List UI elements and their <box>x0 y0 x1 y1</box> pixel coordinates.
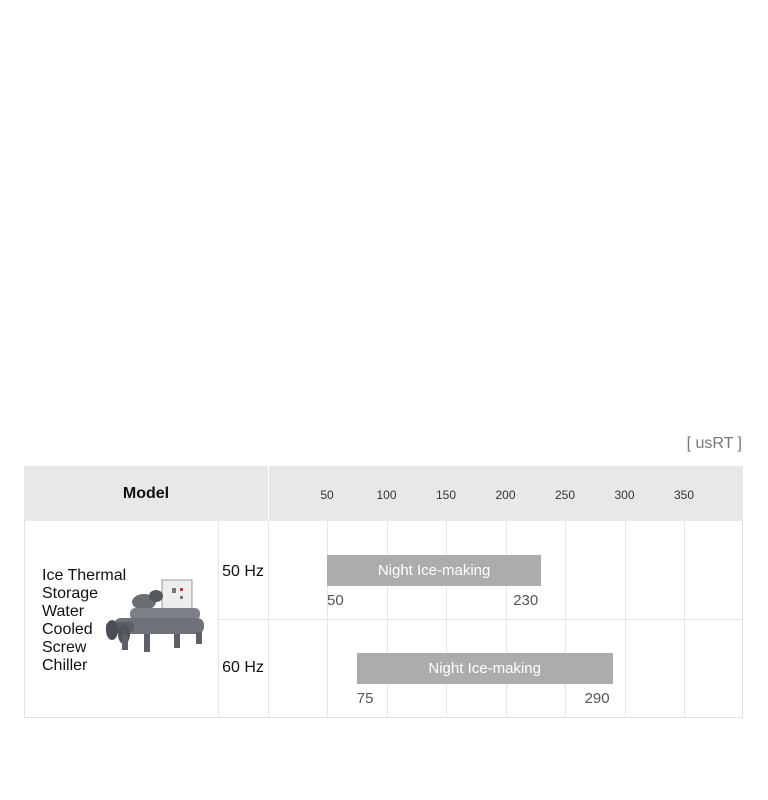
range-max-label: 230 <box>513 592 539 609</box>
capacity-chart <box>24 466 743 718</box>
model-name-line: Ice Thermal <box>42 567 127 584</box>
x-tick-label: 250 <box>554 488 576 502</box>
x-tick-label: 200 <box>495 488 516 502</box>
model-header: Model <box>122 484 170 502</box>
model-name-line: Water <box>42 603 85 620</box>
x-tick-label: 150 <box>435 488 457 502</box>
x-tick-label: 50 <box>320 488 334 502</box>
row-divider <box>218 619 743 620</box>
model-name-line: Cooled <box>42 621 93 638</box>
model-name-line: Storage <box>42 585 99 602</box>
range-min-label: 75 <box>356 690 374 707</box>
row-label-60hz: 60 Hz <box>222 659 264 676</box>
unit-label: [ usRT ] <box>686 435 742 452</box>
model-name-line: Screw <box>42 639 87 656</box>
range-bar: Night Ice-making <box>327 555 541 586</box>
model-name-line: Chiller <box>42 657 88 674</box>
x-tick-label: 100 <box>376 488 397 502</box>
range-min-label: 50 <box>327 592 344 609</box>
range-max-label: 290 <box>584 690 610 707</box>
x-tick-label: 300 <box>614 488 635 502</box>
x-tick-label: 350 <box>673 488 695 502</box>
chiller-machine-image <box>104 578 208 658</box>
row-label-50hz: 50 Hz <box>222 563 264 580</box>
range-bar: Night Ice-making <box>357 653 613 684</box>
header-divider <box>268 466 269 521</box>
